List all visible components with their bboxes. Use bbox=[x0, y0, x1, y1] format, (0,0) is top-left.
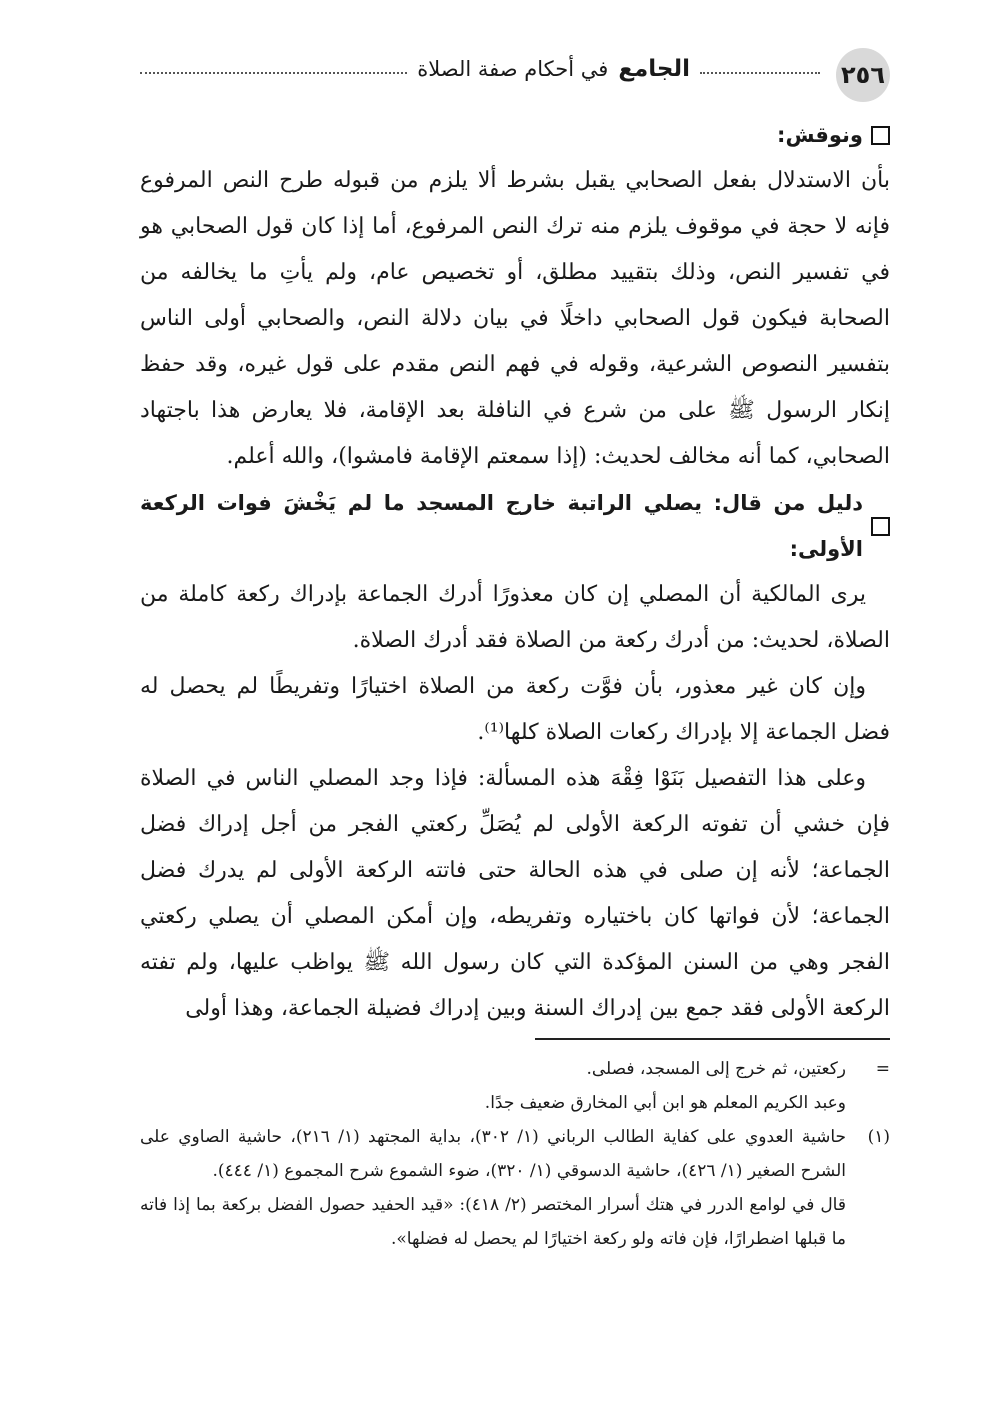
square-bullet-icon bbox=[871, 126, 890, 145]
footnote-body bbox=[140, 1052, 846, 1120]
page-header bbox=[140, 44, 890, 104]
leader-dots-left bbox=[140, 72, 407, 74]
footnote-body bbox=[140, 1120, 846, 1256]
section-heading-evidence bbox=[140, 480, 890, 572]
book-title-bold: الجامع bbox=[618, 56, 690, 82]
footnote-line: حاشية العدوي على كفاية الطالب الرباني (١/ ٣٠٢)، بداية المجتهد (١/ ٢١٦)، حاشية الصاوي على الشرح الصغير (١/ ٤٢٦)، حاشية الدسوقي (١/ ٣٢٠)، ضوء الشموع شرح المجموع (١/ ٤٤٤). bbox=[140, 1127, 847, 1181]
footnote-1 bbox=[140, 1120, 890, 1256]
paragraph: وإن كان غير معذور، بأن فوَّت ركعة من الصلاة اختيارًا وتفريطًا لم يحصل له فضل الجماعة إلا بإدراك ركعات الصلاة كلها⁽¹⁾. bbox=[140, 674, 890, 745]
running-title bbox=[140, 56, 820, 82]
footnote-line: وعبد الكريم المعلم هو ابن أبي المخارق ضعيف جدًا. bbox=[484, 1093, 846, 1113]
paragraph: يرى المالكية أن المصلي إن كان معذورًا أدرك الجماعة بإدراك ركعة كاملة من الصلاة، لحديث: من أدرك ركعة من الصلاة فقد أدرك الصلاة. bbox=[140, 582, 890, 653]
main-text bbox=[140, 112, 890, 1032]
footnote-continued bbox=[140, 1052, 890, 1120]
footnote-mark: (١) bbox=[867, 1127, 890, 1147]
heading-text: ونوقش: bbox=[777, 123, 863, 147]
footnotes bbox=[140, 1052, 890, 1256]
leader-dots-right bbox=[700, 72, 820, 74]
page-number-badge bbox=[836, 48, 890, 102]
heading-text: دليل من قال: يصلي الراتبة خارج المسجد ما لم يَخْشَ فوات الركعة الأولى: bbox=[140, 491, 863, 561]
book-title-rest: في أحكام صفة الصلاة bbox=[417, 57, 609, 81]
paragraph: بأن الاستدلال بفعل الصحابي يقبل بشرط ألا يلزم من قبوله طرح النص المرفوع فإنه لا حجة في موقوف يلزم منه ترك النص المرفوع، أما إذا كان قول الصحابي هو في تفسير النص، وذلك بتقييد مطلق، أو تخصيص عام، ولم يأتِ ما يخالفه من الصحابة فيكون قول الصحابي داخلًا في بيان دلالة النص، والصحابي أولى الناس بتفسير النصوص الشرعية، وقوله في فهم النص مقدم على قول غيره، وقد حفظ إنكار الرسول ﷺ على من شرع في النافلة بعد الإقامة، فلا يعارض هذا باجتهاد الصحابي، كما أنه مخالف لحديث: (إذا سمعتم الإقامة فامشوا)، والله أعلم. bbox=[140, 168, 890, 469]
footnote-mark: = bbox=[875, 1059, 890, 1079]
footnote-line: ركعتين، ثم خرج إلى المسجد، فصلى. bbox=[586, 1059, 846, 1079]
page-number: ٢٥٦ bbox=[841, 61, 885, 89]
paragraph: وعلى هذا التفصيل بَنَوْا فِقْهَ هذه المسألة: فإذا وجد المصلي الناس في الصلاة فإن خشي أن تفوته الركعة الأولى لم يُصَلِّ ركعتي الفجر من أجل إدراك فضل الجماعة؛ لأنه إن صلى في هذه الحالة حتى فاتته الركعة الأولى لم يدرك فضل الجماعة؛ لأن فواتها كان باختياره وتفريطه، وإن أمكن المصلي أن يصلي ركعتي الفجر وهي من السنن المؤكدة التي كان رسول الله ﷺ يواظب عليها، ولم تفته الركعة الأولى فقد جمع بين إدراك السنة وبين إدراك فضيلة الجماعة، وهذا أولى bbox=[140, 766, 890, 1021]
section-heading-objection bbox=[140, 112, 890, 158]
footnote-line: قال في لوامع الدرر في هتك أسرار المختصر (٢/ ٤١٨): «قيد الحفيد حصول الفضل بركعة بما إذا فاته ما قبلها اضطرارًا، فإن فاته ولو ركعة اختيارًا لم يحصل له فضلها». bbox=[140, 1195, 846, 1249]
footnote-separator bbox=[535, 1038, 890, 1040]
square-bullet-icon bbox=[871, 517, 890, 536]
